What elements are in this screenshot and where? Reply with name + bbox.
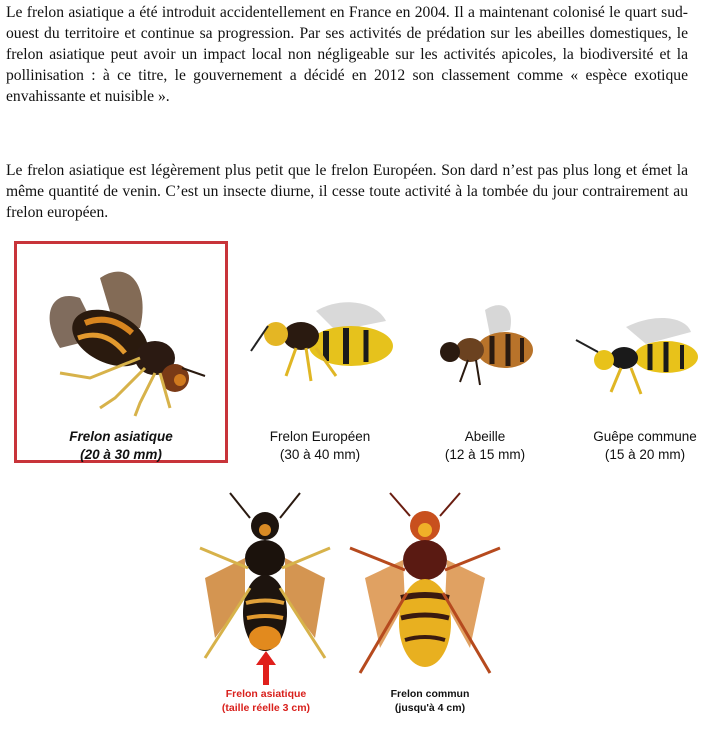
asian-hornet-illustration (20, 258, 220, 418)
caption-bee: Abeille (12 à 15 mm) (444, 429, 526, 462)
caption-wasp: Guêpe commune (15 à 20 mm) (593, 429, 697, 462)
caption-european-hornet: Frelon Européen (30 à 40 mm) (269, 429, 371, 462)
bee-illustration (430, 300, 540, 390)
comparison-paragraph: Le frelon asiatique est légèrement plus petit que le frelon Européen. Son dard n’est pas plus long et émet la même quantité de venin. C’est un insecte diurne, il cesse toute activité à la tombée du jour contrairement au frelon européen. (6, 162, 688, 221)
intro-paragraph: Le frelon asiatique a été introduit accidentellement en France en 2004. Il a maintenant colonisé le quart sud-ouest du territoire et continue sa progression. Par ses activités de prédation sur les abeilles domestiques, le frelon asiatique peut avoir un impact local non négligeable sur les activités apicoles, la biodiversité et la pollinisation : à ce titre, le gouvernement a décidé en 2012 son classement comme « espèce exotique envahissante et nuisible ». (6, 4, 688, 105)
caption-asian-hornet: Frelon asiatique (20 à 30 mm) (69, 429, 173, 462)
wasp-illustration (566, 312, 706, 402)
common-hornet-lifesize-illustration (345, 488, 505, 688)
arrow-up-icon (256, 651, 276, 685)
caption-asian-hornet-lifesize: Frelon asiatique (taille réelle 3 cm) (221, 688, 311, 714)
caption-common-hornet: Frelon commun (jusqu'à 4 cm) (390, 688, 470, 714)
european-hornet-illustration (246, 296, 406, 386)
asian-hornet-lifesize-illustration (190, 488, 340, 666)
